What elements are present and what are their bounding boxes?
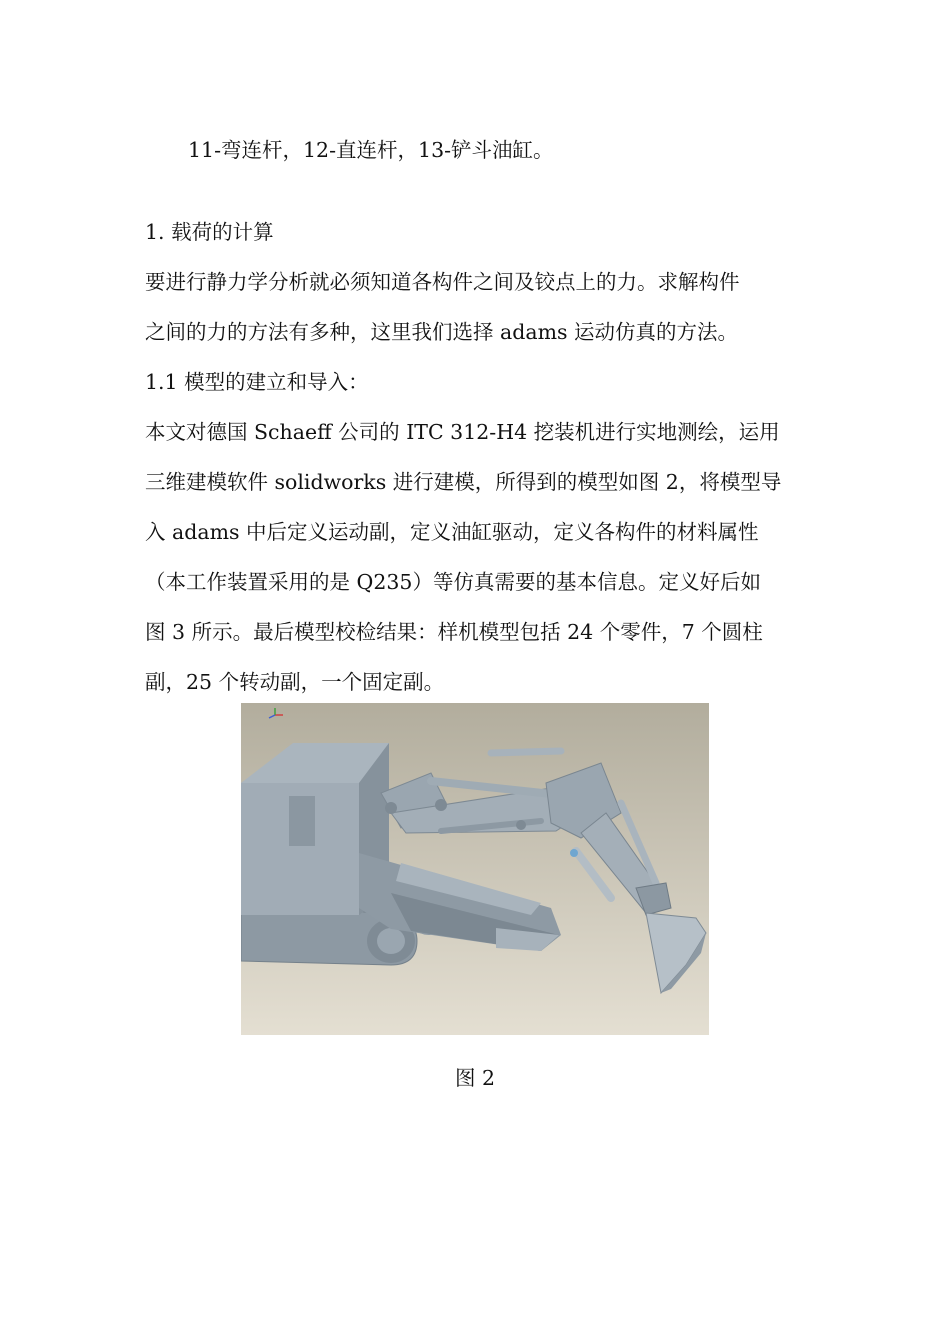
- paragraph2-line-2: 三维建模软件 solidworks 进行建模，所得到的模型如图 2，将模型导: [145, 470, 782, 494]
- figure-caption: 图 2: [454, 1066, 496, 1090]
- section-heading: 1. 载荷的计算: [145, 220, 274, 244]
- continuation-line: 11-弯连杆，12-直连杆，13-铲斗油缸。: [188, 138, 554, 162]
- paragraph2-line-1: 本文对德国 Schaeff 公司的 ITC 312-H4 挖装机进行实地测绘，运用: [145, 420, 780, 444]
- excavator-model-figure: [241, 703, 709, 1035]
- paragraph2-line-5: 图 3 所示。最后模型校检结果：样机模型包括 24 个零件，7 个圆柱: [145, 620, 763, 644]
- paragraph2-line-4: （本工作装置采用的是 Q235）等仿真需要的基本信息。定义好后如: [145, 570, 761, 594]
- paragraph1-line-2: 之间的力的方法有多种，这里我们选择 adams 运动仿真的方法。: [145, 320, 739, 344]
- paragraph1-line-1: 要进行静力学分析就必须知道各构件之间及铰点上的力。求解构件: [145, 270, 740, 294]
- paragraph2-line-3: 入 adams 中后定义运动副，定义油缸驱动，定义各构件的材料属性: [145, 520, 759, 544]
- subsection-heading: 1.1 模型的建立和导入：: [145, 370, 369, 394]
- paragraph2-line-6: 副，25 个转动副，一个固定副。: [145, 670, 445, 694]
